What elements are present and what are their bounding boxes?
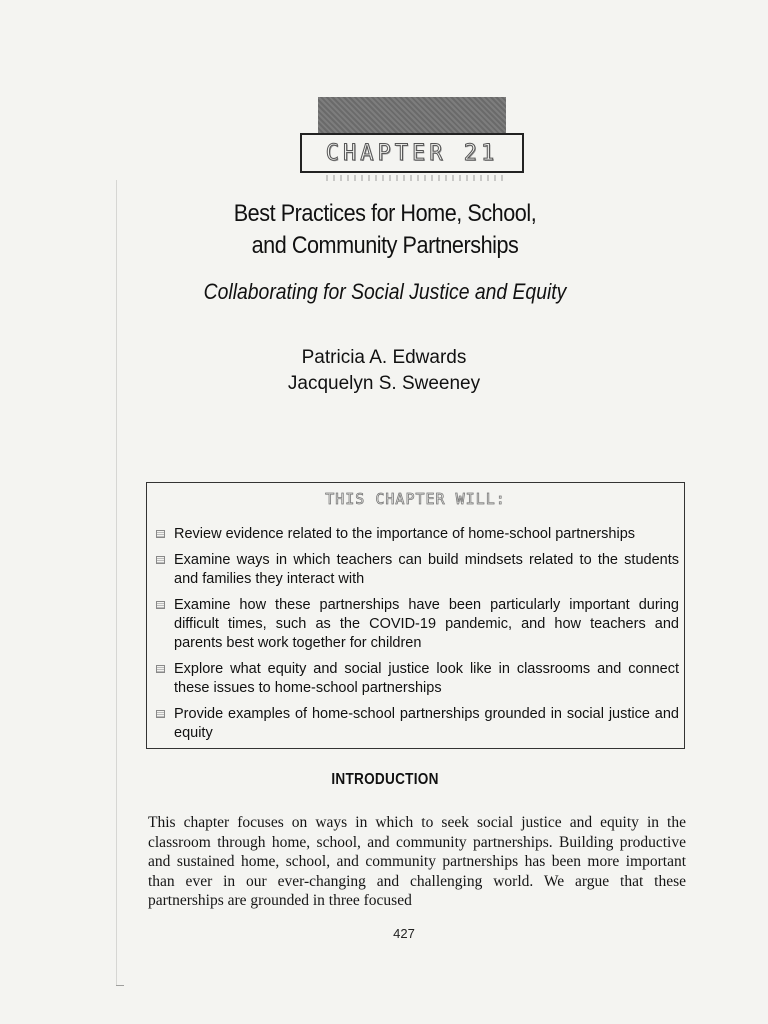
banner-speckle <box>326 175 506 181</box>
introduction-heading: INTRODUCTION <box>331 771 439 788</box>
objective-item <box>155 660 679 698</box>
bullet-square-icon <box>156 530 165 538</box>
chapter-title-line-1: Best Practices for Home, School, <box>233 200 537 227</box>
margin-corner-mark <box>116 985 124 986</box>
objective-item <box>155 596 679 653</box>
objective-text: Examine ways in which teachers can build mindsets related to the students and families they interact with <box>174 552 679 587</box>
bullet-square-icon <box>156 665 165 673</box>
introduction-paragraph: This chapter focuses on ways in which to seek social justice and equity in the classroom through home, school, and community partnerships. Building productive and sustained home, school, and community partnerships has been more important than ever in our ever-changing and challenging world. We argue that these partnerships are grounded in three focused <box>148 814 686 909</box>
chapter-title <box>174 198 597 262</box>
page-number: 427 <box>393 926 415 941</box>
bullet-square-icon <box>156 601 165 609</box>
chapter-banner-shading <box>318 97 506 135</box>
objectives-heading: THIS CHAPTER WILL: <box>325 490 506 508</box>
author-name: Jacquelyn S. Sweeney <box>287 373 481 394</box>
chapter-banner <box>300 133 524 173</box>
objective-text: Explore what equity and social justice look like in classrooms and connect these issues to home-school partnerships <box>174 661 679 696</box>
chapter-objectives-box <box>146 482 685 749</box>
bullet-square-icon <box>156 710 165 718</box>
objective-text: Examine how these partnerships have been particularly important during difficult times, such as the COVID-19 pandemic, and how teachers and parents best work together for children <box>174 597 679 651</box>
chapter-title-line-2: and Community Partnerships <box>251 232 519 259</box>
chapter-label: CHAPTER 21 <box>325 140 499 166</box>
objective-text: Provide examples of home-school partnerships grounded in social justice and equity <box>174 706 679 741</box>
objectives-list <box>155 525 679 750</box>
author-name: Patricia A. Edwards <box>301 347 467 368</box>
bullet-square-icon <box>156 556 165 564</box>
margin-rule <box>116 180 117 985</box>
objective-item <box>155 705 679 743</box>
chapter-subtitle: Collaborating for Social Justice and Equity <box>203 279 567 304</box>
objective-item <box>155 525 679 544</box>
author-list <box>234 345 534 397</box>
objective-text: Review evidence related to the importance of home-school partnerships <box>174 526 636 542</box>
objective-item <box>155 551 679 589</box>
